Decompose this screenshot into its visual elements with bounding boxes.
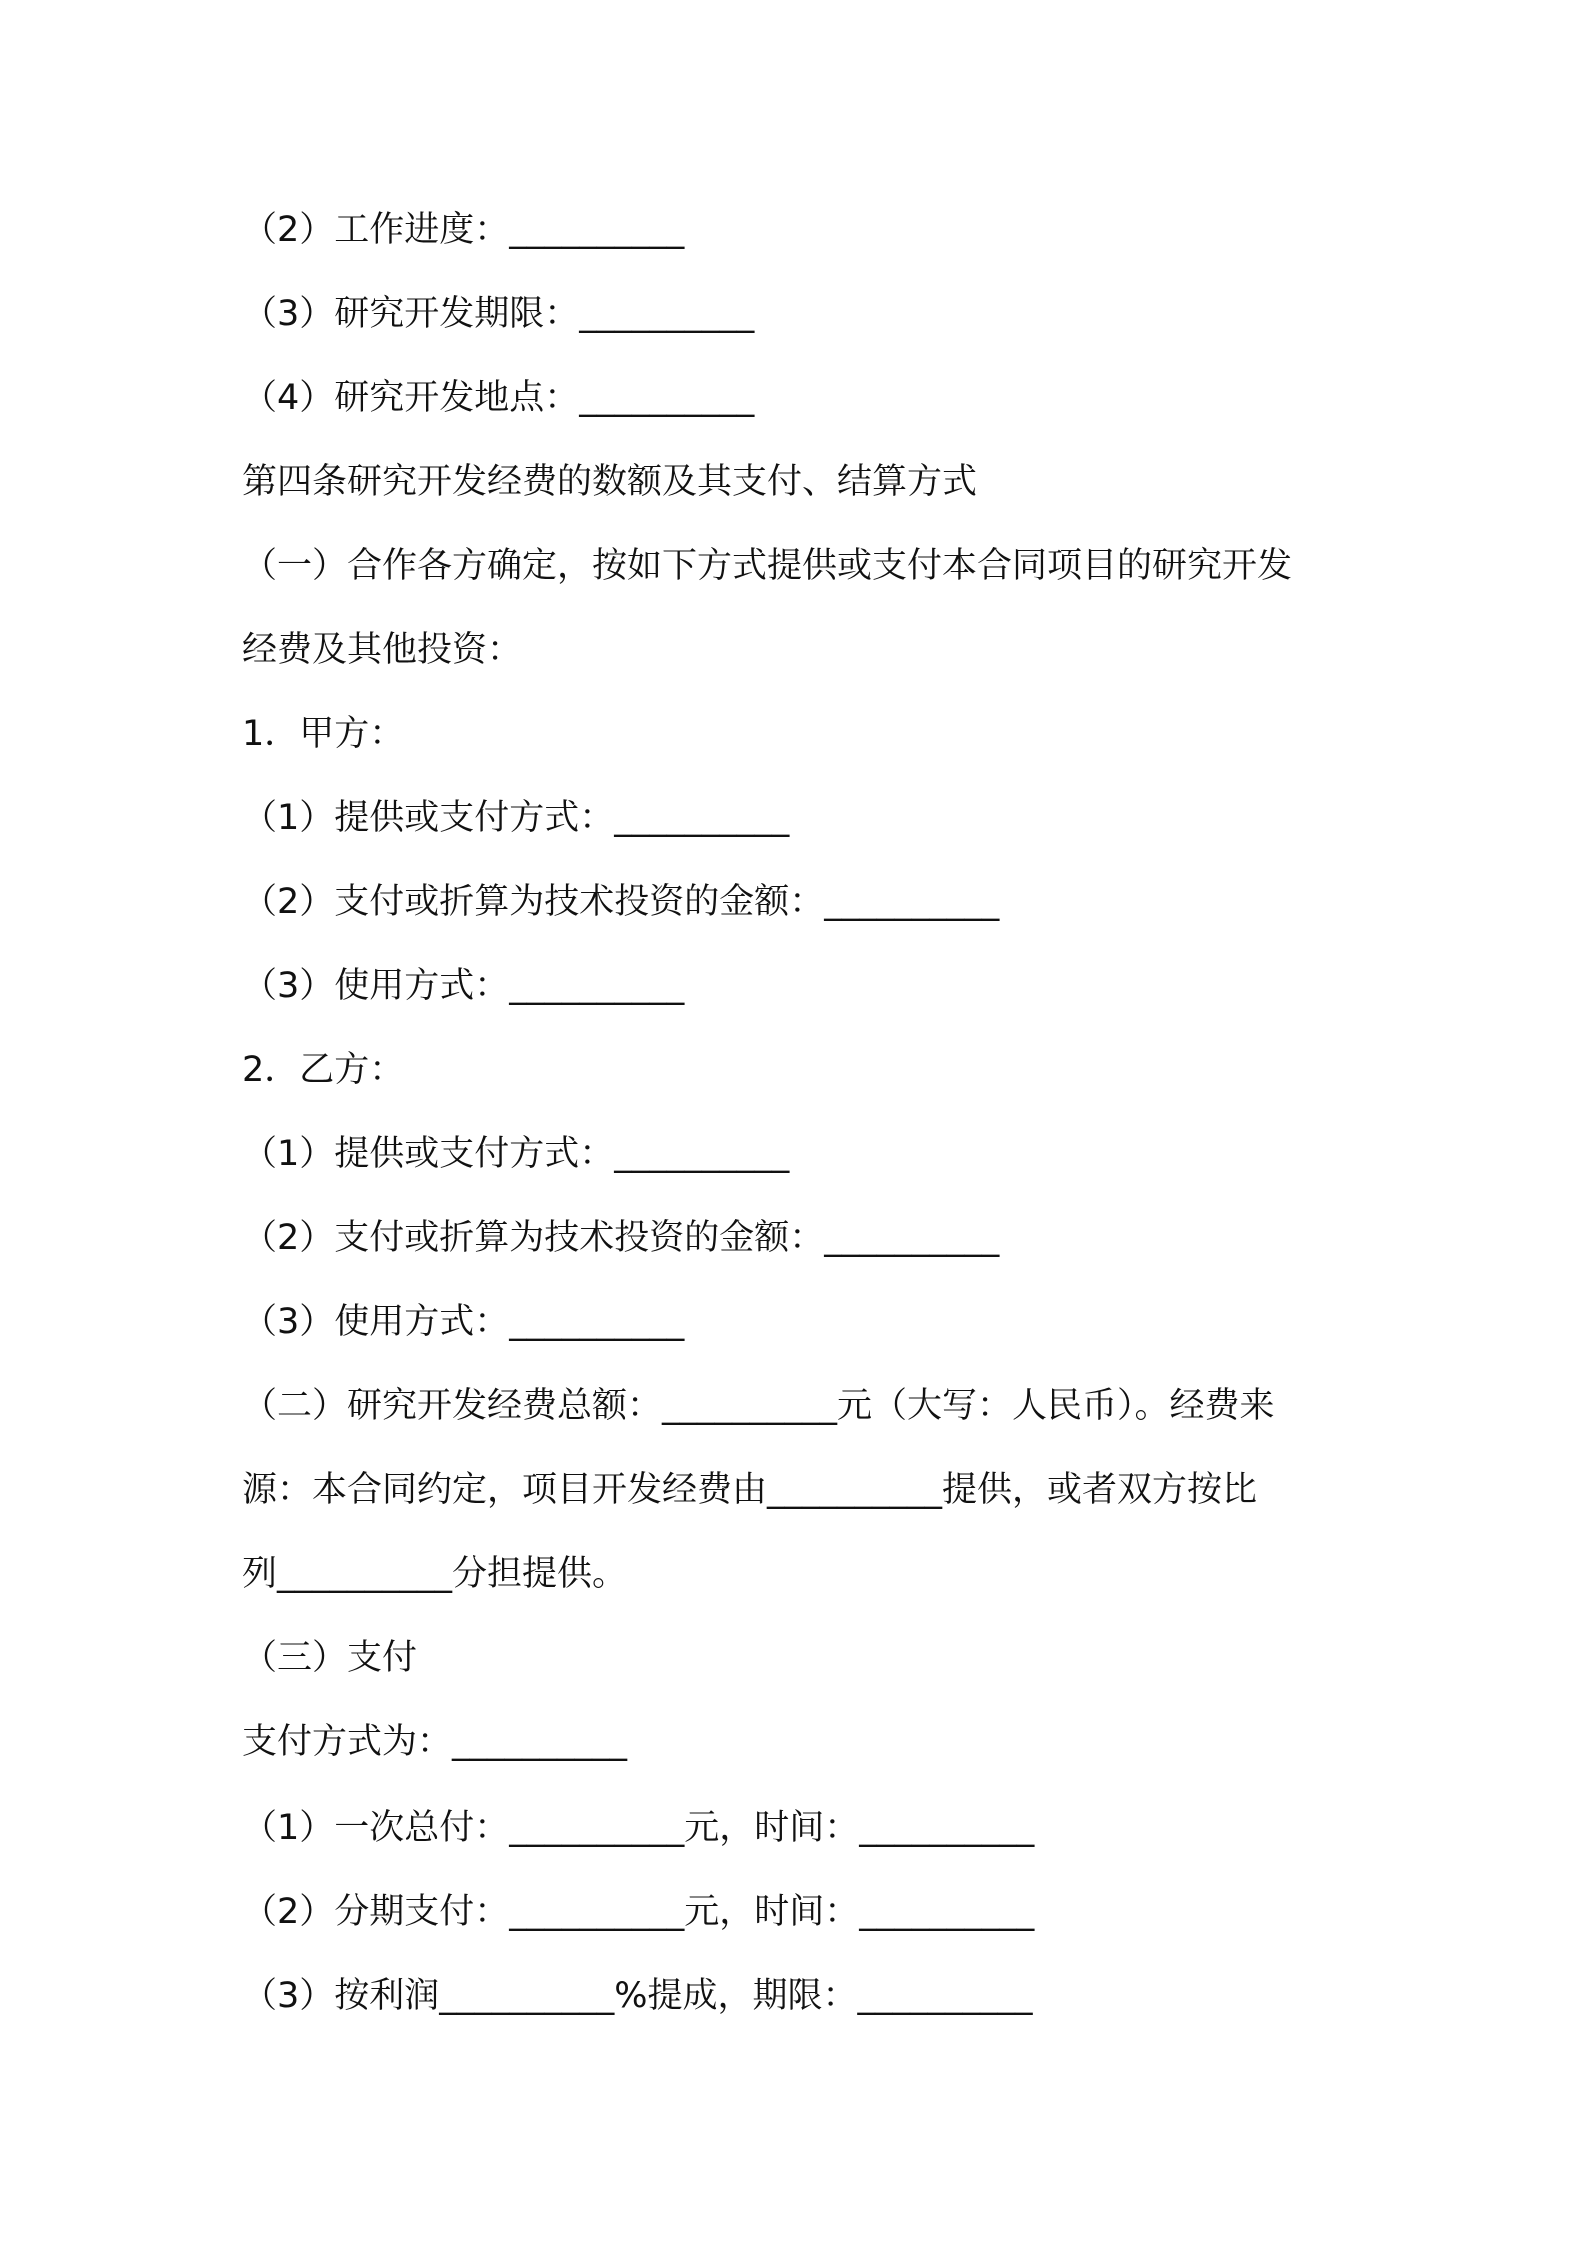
party-a-payment-method: （1）提供或支付方式：__________ [242,798,790,838]
payment-lump-sum: （1）一次总付：__________元，时间：__________ [242,1808,1035,1848]
payment-method: 支付方式为：__________ [242,1722,628,1762]
section-1-text: （一）合作各方确定，按如下方式提供或支付本合同项目的研究开发 [242,546,1293,586]
payment-profit-share: （3）按利润__________%提成，期限：__________ [242,1976,1033,2016]
section-2-source: 源：本合同约定，项目开发经费由__________提供，或者双方按比 [242,1470,1258,1510]
party-b-payment-method: （1）提供或支付方式：__________ [242,1134,790,1174]
section-2-total: （二）研究开发经费总额：__________元（大写：人民币）。经费来 [242,1386,1275,1426]
article-4-heading: 第四条研究开发经费的数额及其支付、结算方式 [242,462,978,502]
party-b-investment-amount: （2）支付或折算为技术投资的金额：__________ [242,1218,1000,1258]
section-2-source-cont: 列__________分担提供。 [242,1554,628,1594]
party-b-usage: （3）使用方式：__________ [242,1302,685,1342]
party-a-investment-amount: （2）支付或折算为技术投资的金额：__________ [242,882,1000,922]
clause-work-progress: （2）工作进度：__________ [242,210,685,250]
section-3-heading: （三）支付 [242,1638,418,1678]
clause-rd-period: （3）研究开发期限：__________ [242,294,755,334]
section-1-text-cont: 经费及其他投资： [242,630,523,670]
party-a-heading: 1．甲方： [242,714,405,754]
party-a-usage: （3）使用方式：__________ [242,966,685,1006]
party-b-heading: 2．乙方： [242,1050,405,1090]
payment-installments: （2）分期支付：__________元，时间：__________ [242,1892,1035,1932]
clause-rd-location: （4）研究开发地点：__________ [242,378,755,418]
